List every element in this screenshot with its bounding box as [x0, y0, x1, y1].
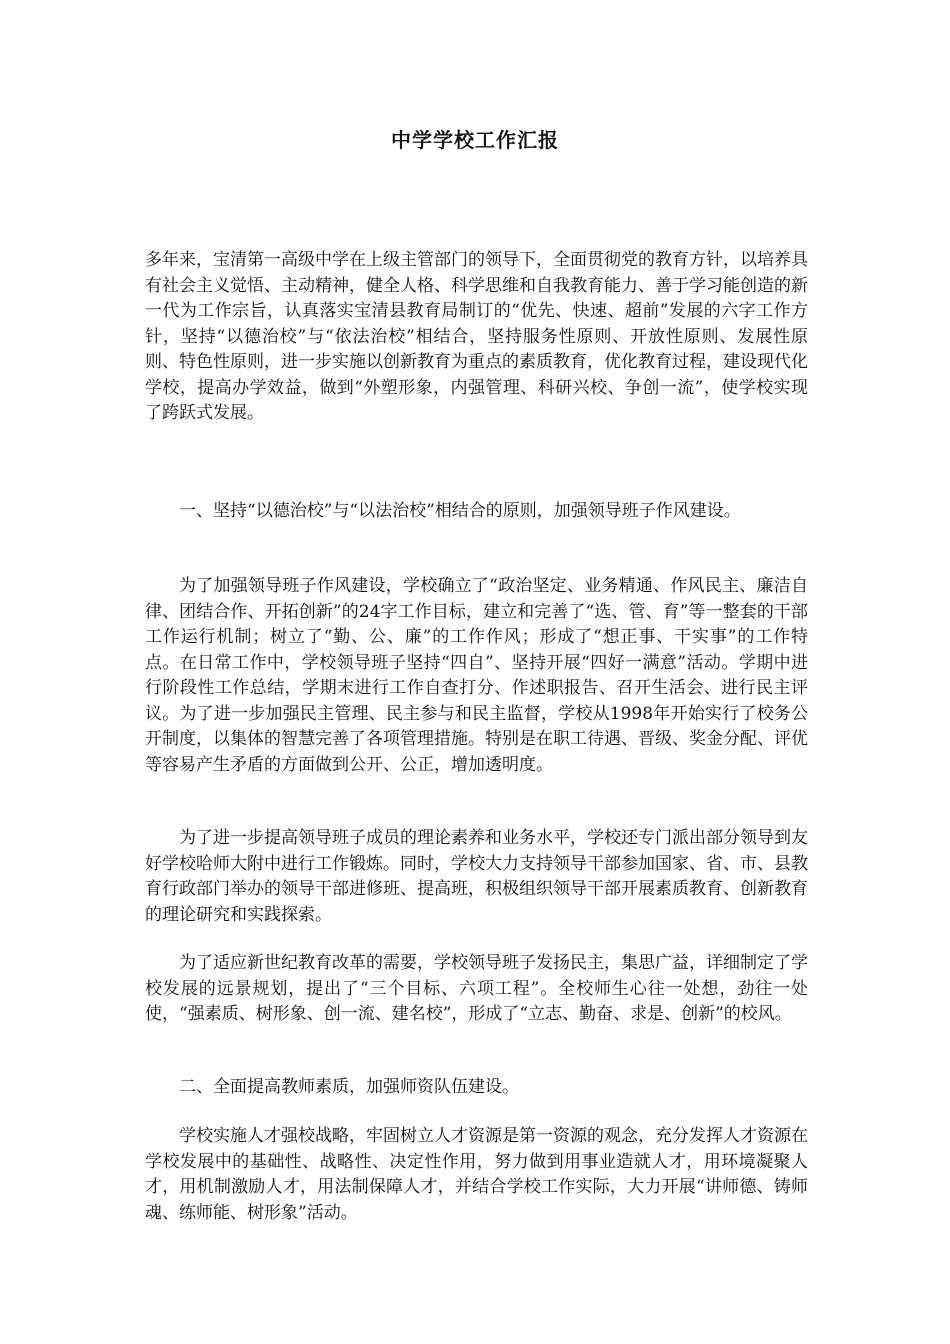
body-paragraph-planning: 为了适应新世纪教育改革的需要，学校领导班子发扬民主，集思广益，详细制定了学校发展的远景规划，提出了“三个目标、六项工程”。全校师生心往一处想，劲往一处使，“强素质、树形象、创一流、建名校”，形成了“立志、勤奋、求是、创新”的校风。 [145, 953, 808, 1024]
section-heading-2: 二、全面提高教师素质，加强师资队伍建设。 [179, 1077, 519, 1097]
intro-paragraph: 多年来，宝清第一高级中学在上级主管部门的领导下，全面贯彻党的教育方针，以培养具有社会主义觉悟、主动精神，健全人格、科学思维和自我教育能力、善于学习能创造的新一代为工作宗旨，认真落实宝清县教育局制订的“优先、快速、超前”发展的六字工作方针，坚持“以德治校”与“依法治校”相结合，坚持服务性原则、开放性原则、发展性原则、特色性原则，进一步实施以创新教育为重点的素质教育，优化教育过程，建设现代化学校，提高办学效益，做到“外塑形象，内强管理、科研兴校、争创一流”，使学校实现了跨跃式发展。 [145, 250, 808, 423]
body-paragraph-training: 为了进一步提高领导班子成员的理论素养和业务水平，学校还专门派出部分领导到友好学校哈师大附中进行工作锻炼。同时，学校大力支持领导干部参加国家、省、市、县教育行政部门举办的领导干部进修班、提高班，积极组织领导干部开展素质教育、创新教育的理论研究和实践探索。 [145, 828, 808, 925]
section-heading-1: 一、坚持“以德治校”与“以法治校”相结合的原则，加强领导班子作风建设。 [179, 501, 741, 521]
body-paragraph-leadership: 为了加强领导班子作风建设，学校确立了“政治坚定、业务精通、作风民主、廉洁自律、团结合作、开拓创新”的24字工作目标，建立和完善了“选、管、育”等一整套的干部工作运行机制；树立了“勤、公、廉”的工作作风；形成了“想正事、干实事”的工作特点。在日常工作中，学校领导班子坚持“四自”、坚持开展“四好一满意”活动。学期中进行阶段性工作总结，学期末进行工作自查打分、作述职报告、召开生活会、进行民主评议。为了进一步加强民主管理、民主参与和民主监督，学校从1998年开始实行了校务公开制度，以集体的智慧完善了各项管理措施。特别是在职工待遇、晋级、奖金分配、评优等容易产生矛盾的方面做到公开、公正，增加透明度。 [145, 576, 808, 775]
document-title: 中学学校工作汇报 [391, 128, 559, 152]
body-paragraph-talent: 学校实施人才强校战略，牢固树立人才资源是第一资源的观念，充分发挥人才资源在学校发展中的基础性、战略性、决定性作用，努力做到用事业造就人才，用环境凝聚人才，用机制激励人才，用法制保障人才，并结合学校工作实际，大力开展“讲师德、铸师魂、练师能、树形象”活动。 [145, 1126, 808, 1223]
